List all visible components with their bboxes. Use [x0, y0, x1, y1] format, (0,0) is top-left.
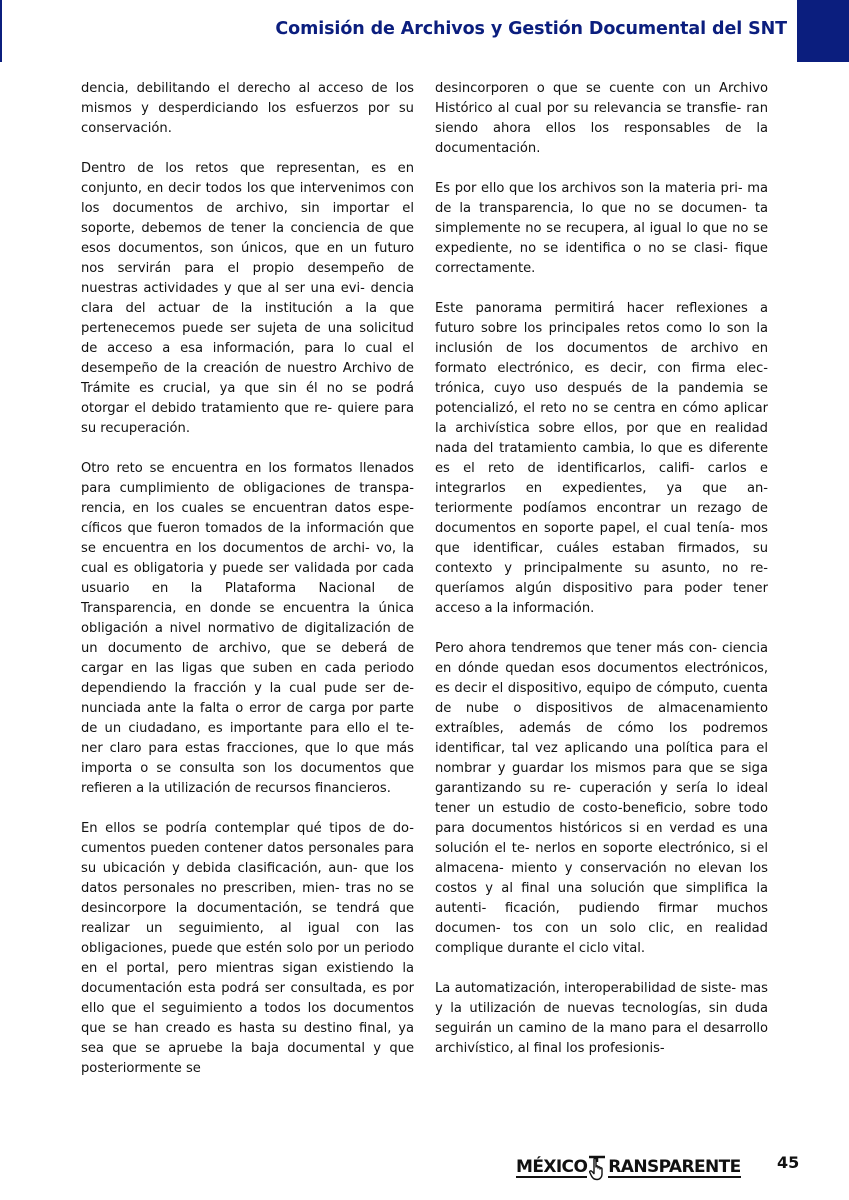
- logo-text-transparente: RANSPARENTE: [608, 1157, 741, 1177]
- right-text-column: [435, 79, 768, 1059]
- paragraph: Es por ello que los archivos son la materia pri- ma de la transparencia, lo que no se documen- ta simplemente no se recupera, al igual lo que no se expediente, no se identifica o no se clasi- fique correctamente.: [435, 181, 768, 276]
- paragraph: La automatización, interoperabilidad de siste- mas y la utilización de nuevas tecnologías, sin duda seguirán un camino de la mano para el desarrollo archivístico, al final los profesionis-: [435, 981, 768, 1056]
- paragraph: Este panorama permitirá hacer reflexiones a futuro sobre los principales retos como lo son la inclusión de los documentos de archivo en formato electrónico, es decir, con firma elec- trónica, cuyo uso después de la pandemia se potencializó, el reto no se centra en cómo aplicar la archivística sobre ellos, por que en realidad nada del tratamiento cambia, lo que es diferente es el reto de identificarlos, califi- carlos e integrarlos en expedientes, ya que an- teriormente podíamos encontrar un rezago de documentos en soporte papel, el cual tenía- mos que identificar, cuáles estaban firmados, su contexto y principalmente su asunto, no re- queríamos algún dispositivo para poder tener acceso a la información.: [435, 301, 768, 616]
- left-text-column: [81, 79, 414, 1079]
- paragraph: En ellos se podría contemplar qué tipos de do- cumentos pueden contener datos personales para su ubicación y debida clasificación, aun- que los datos personales no prescriben, mien- tras no se desincorpore la documentación, se tendrá que realizar un seguimiento, al igual con las obligaciones, puede que estén solo por un periodo en el portal, pero mientras sigan existiendo la documentación esta podrá ser consultada, es por ello que el seguimiento a todos los documentos que se han creado es hasta su destino final, ya sea que se apruebe la baja documental y que posteriormente se: [81, 821, 414, 1076]
- mexico-transparente-logo: [516, 1151, 741, 1185]
- header-color-block: [797, 0, 849, 62]
- paragraph: dencia, debilitando el derecho al acceso de los mismos y desperdiciando los esfuerzos por su conservación.: [81, 81, 414, 136]
- header-left-rule: [0, 0, 2, 62]
- paragraph: Otro reto se encuentra en los formatos llenados para cumplimiento de obligaciones de transpa- rencia, en los cuales se encuentran datos espe- cíficos que fueron tomados de la información que se encuentra en los documentos de archi- vo, la cual es obligatoria y puede ser validada por cada usuario en la Plataforma Nacional de Transparencia, en donde se encuentra la única obligación a nivel normativo de digitalización de un documento de archivo, que se deberá de cargar en las ligas que suben en cada periodo dependiendo la fracción y la cual pude ser de- nunciada ante la falta o error de carga por parte de un ciudadano, es importante para ello el te- ner claro para estas fracciones, que lo que más importa o se consulta son los documentos que refieren a la utilización de recursos financieros.: [81, 461, 414, 796]
- page-number: 45: [777, 1153, 800, 1172]
- page-header-title: Comisión de Archivos y Gestión Documental del SNT: [275, 19, 787, 39]
- logo-text-mexico: MÉXICO: [516, 1157, 588, 1177]
- paragraph: desincorporen o que se cuente con un Archivo Histórico al cual por su relevancia se transfie- ran siendo ahora ellos los responsables de la documentación.: [435, 81, 768, 156]
- paragraph: Dentro de los retos que representan, es en conjunto, en decir todos los que intervenimos con los documentos de archivo, sin importar el soporte, debemos de tener la conciencia de que esos documentos, son únicos, que en un futuro nos servirán para el propio desempeño de nuestras actividades y que al ser una evi- dencia clara del actuar de la institución a la que pertenecemos puede ser sujeta de una solicitud de acceso a esa información, para lo cual el desempeño de la creación de nuestro Archivo de Trámite es crucial, ya que sin él no se podrá otorgar el debido tratamiento que re- quiere para su recuperación.: [81, 161, 414, 436]
- paragraph: Pero ahora tendremos que tener más con- ciencia en dónde quedan esos documentos electrónicos, es decir el dispositivo, equipo de cómputo, cuenta de nube o dispositivos de almacenamiento extraíbles, además de cómo los podremos identificar, tal vez aplicando una política para el nombrar y guardar los mismos para que se siga garantizando su re- cuperación y sería lo ideal tener un estudio de costo-beneficio, sobre todo para documentos históricos si en verdad es una solución el te- nerlos en soporte electrónico, si el almacena- miento y conservación no elevan los costos y al final una solución que simplifica la autenti- ficación, pudiendo firmar muchos documen- tos con un solo clic, en realidad complique durante el ciclo vital.: [435, 641, 768, 956]
- pointing-hand-icon: [587, 1155, 607, 1181]
